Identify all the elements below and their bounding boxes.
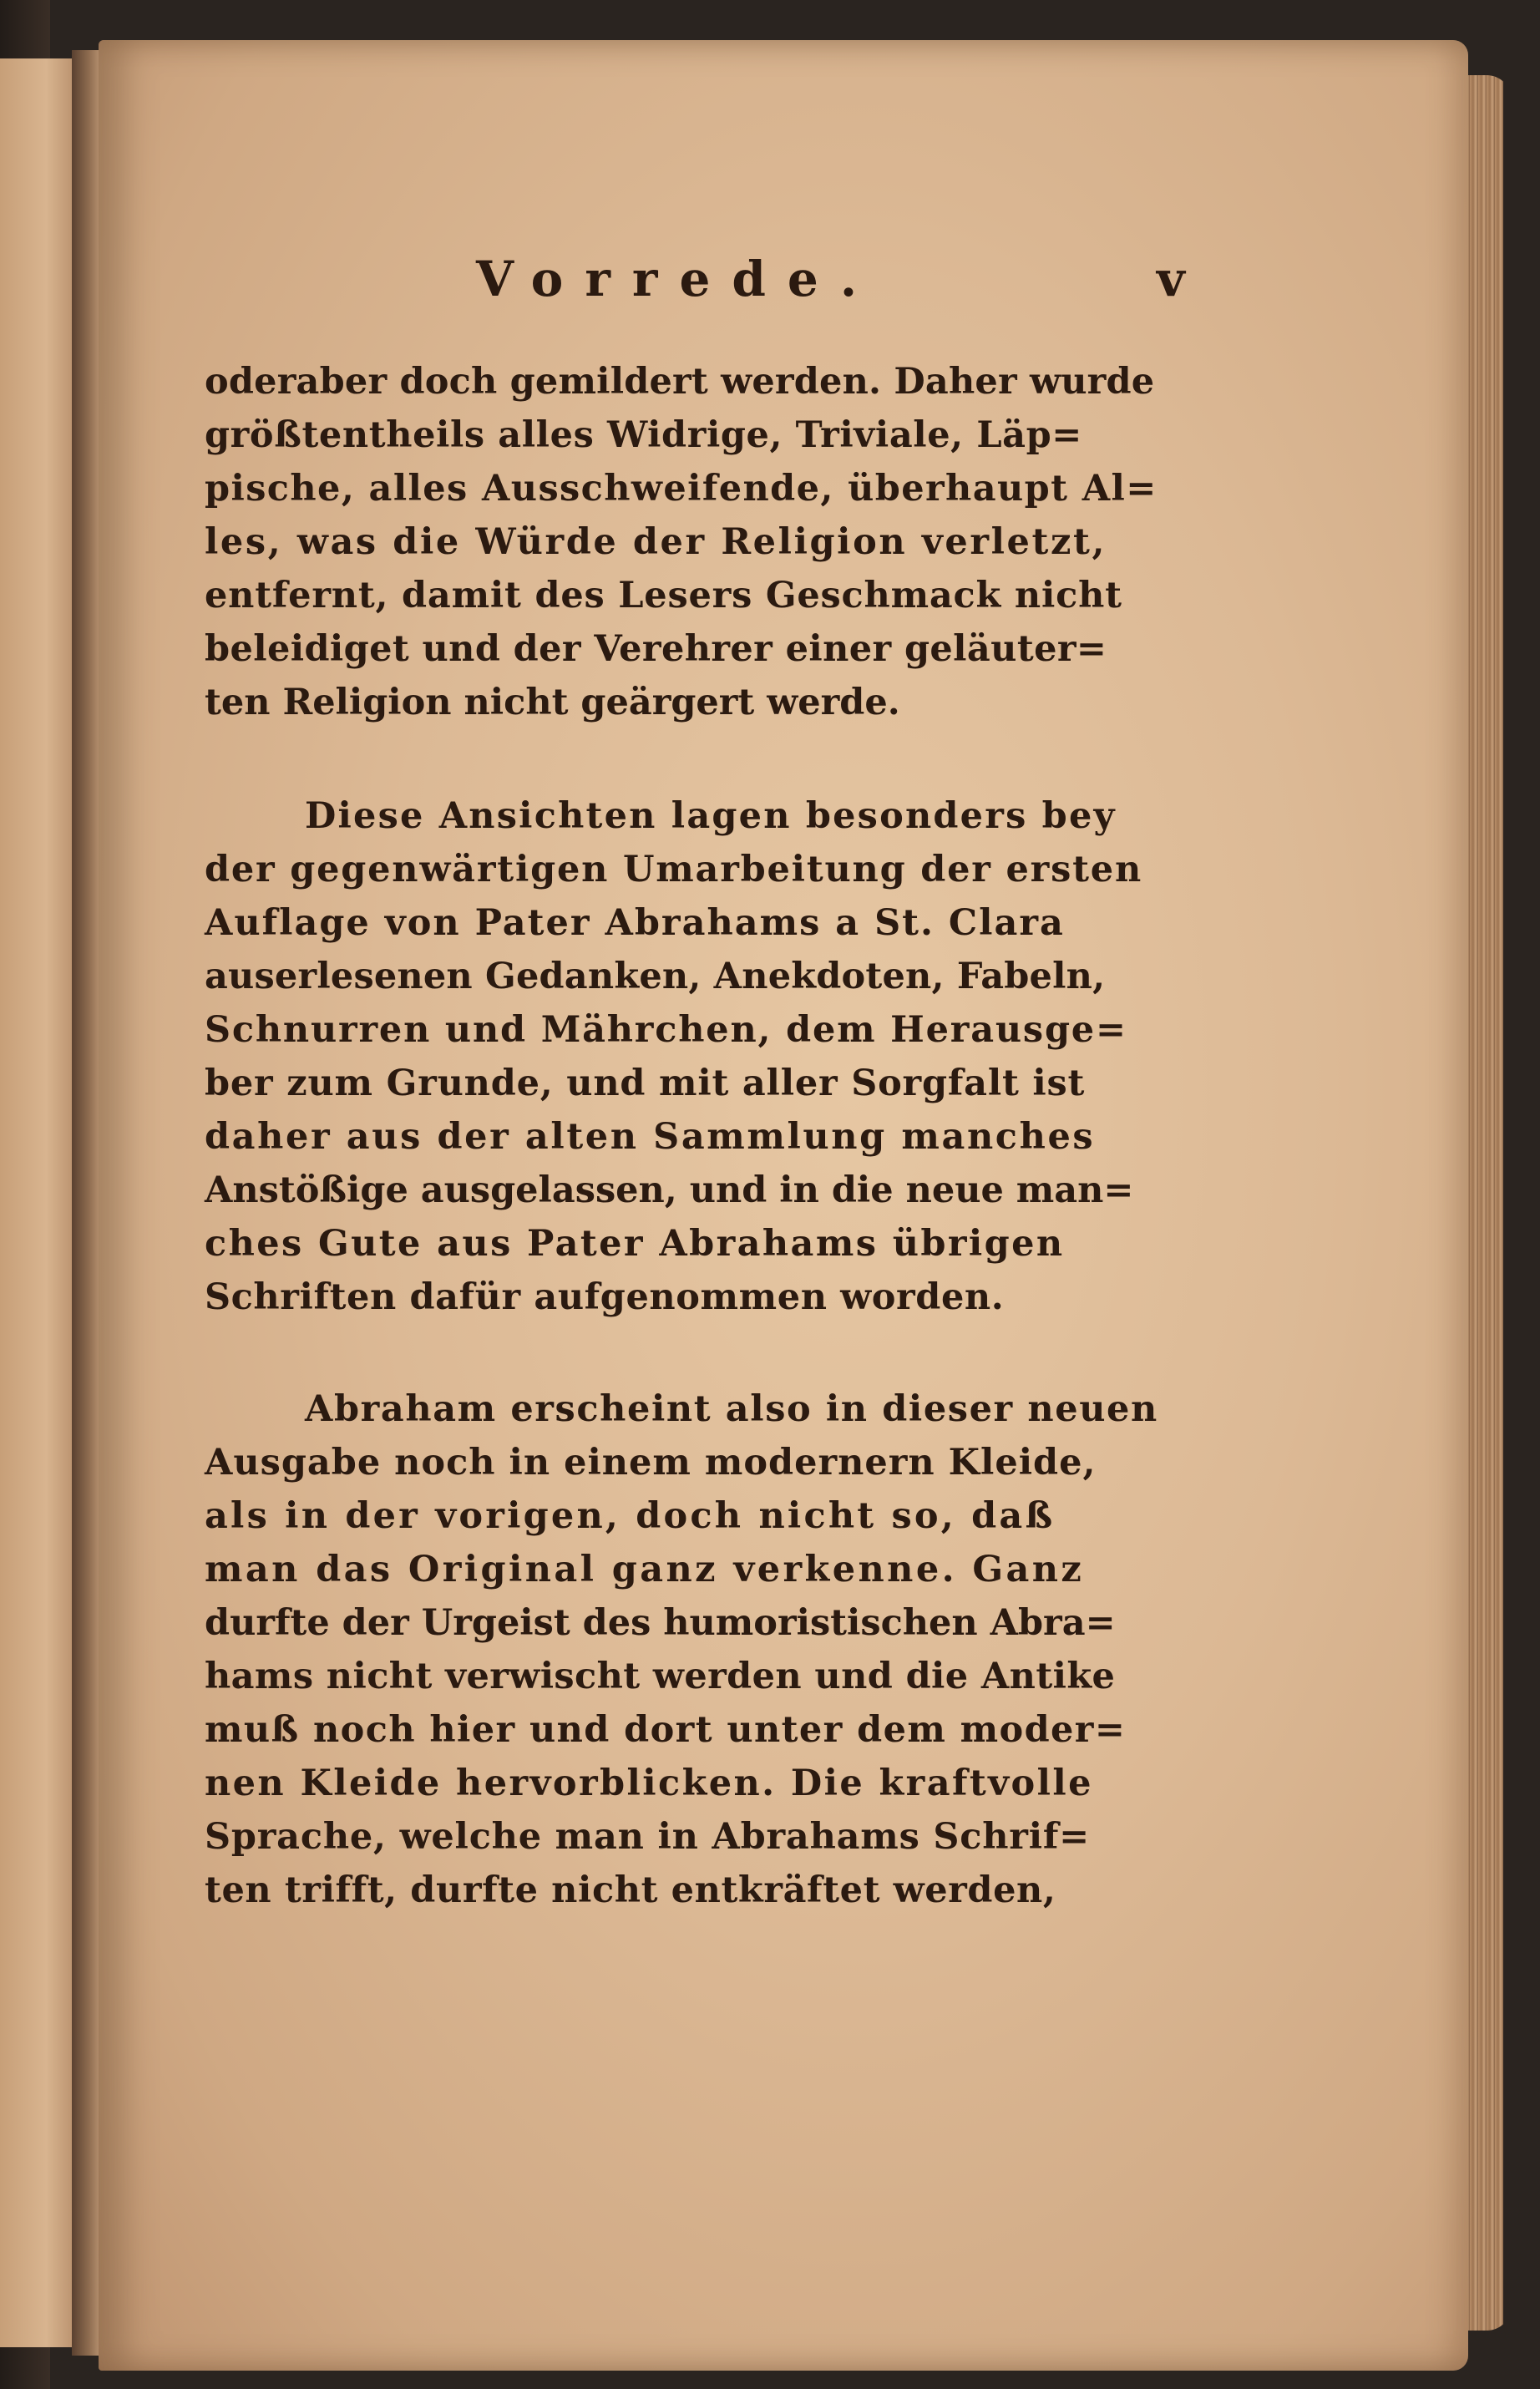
p2-line-5: Schnurren und Mährchen, dem Herausge=: [205, 1009, 1127, 1051]
p3-line-6: hams nicht verwischt werden und die Antike: [205, 1656, 1116, 1697]
p2-line-4: auserlesenen Gedanken, Anekdoten, Fabeln,: [205, 956, 1106, 997]
p2-line-10: Schriften dafür aufgenommen worden.: [205, 1276, 1005, 1318]
left-page-edge: [0, 58, 79, 2347]
p3-line-3: als in der vorigen, doch nicht so, daß: [205, 1495, 1056, 1537]
p1-line-5: entfernt, damit des Lesers Geschmack nicht: [205, 575, 1122, 616]
p1-line-1: oderaber doch gemildert werden. Daher wurde: [205, 361, 1155, 403]
p2-line-7: daher aus der alten Sammlung manches: [205, 1116, 1096, 1158]
p3-line-5: durfte der Urgeist des humoristischen Abra=: [205, 1602, 1116, 1644]
p2-line-8: Anstößige ausgelassen, und in die neue man=: [205, 1169, 1134, 1211]
p3-line-4: man das Original ganz verkenne. Ganz: [205, 1549, 1085, 1590]
page-number: v: [1157, 251, 1185, 307]
p3-line-2: Ausgabe noch in einem modernern Kleide,: [205, 1442, 1097, 1484]
p3-line-7: muß noch hier und dort unter dem moder=: [205, 1709, 1127, 1751]
p3-line-8: nen Kleide hervorblicken. Die kraftvolle: [205, 1763, 1093, 1804]
p1-line-3: pische, alles Ausschweifende, überhaupt Al=: [205, 468, 1158, 510]
p3-line-9: Sprache, welche man in Abrahams Schrif=: [205, 1816, 1090, 1858]
backdrop-right: [1503, 0, 1540, 2389]
p1-line-6: beleidiget und der Verehrer einer geläuter=: [205, 628, 1107, 670]
p3-line-10: ten trifft, durfte nicht entkräftet werden,: [205, 1869, 1056, 1911]
p2-line-1: Diese Ansichten lagen besonders bey: [305, 795, 1117, 837]
p1-line-4: les, was die Würde der Religion verletzt,: [205, 521, 1107, 563]
p2-line-9: ches Gute aus Pater Abrahams übrigen: [205, 1223, 1065, 1265]
p3-line-1: Abraham erscheint also in dieser neuen: [305, 1388, 1158, 1430]
p1-line-2: größtentheils alles Widrige, Triviale, Läp=: [205, 414, 1082, 456]
p2-line-6: ber zum Grunde, und mit aller Sorgfalt ist: [205, 1063, 1086, 1104]
p2-line-3: Auflage von Pater Abrahams a St. Clara: [205, 902, 1065, 944]
p1-line-7: ten Religion nicht geärgert werde.: [205, 682, 900, 723]
running-head-title: Vorrede.: [476, 251, 879, 307]
p2-line-2: der gegenwärtigen Umarbeitung der ersten: [205, 849, 1143, 890]
